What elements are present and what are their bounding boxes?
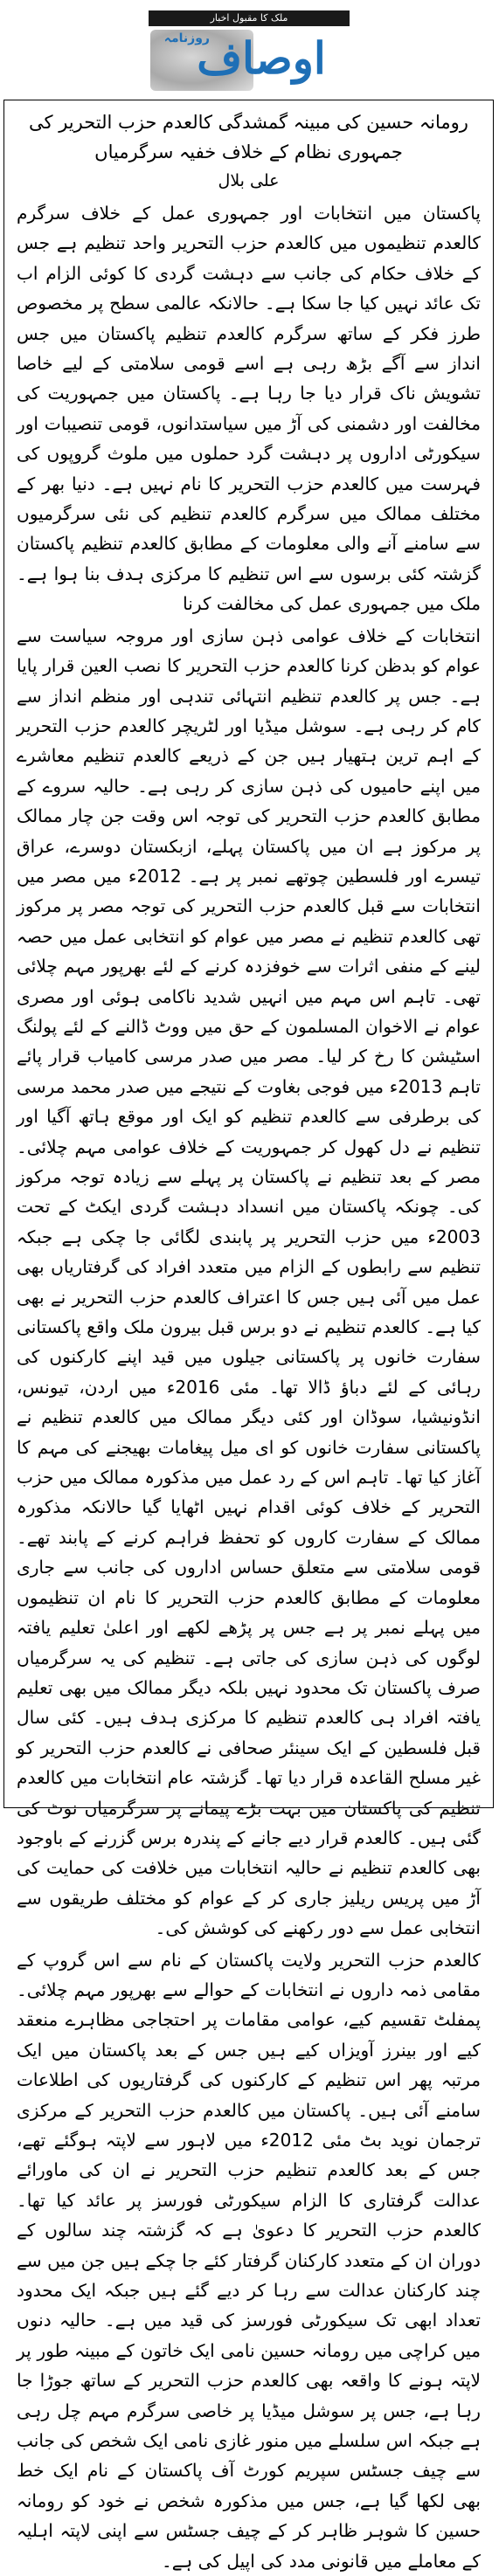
- article-byline: علی بلال: [218, 171, 280, 190]
- masthead-brand-logo: اوصاف: [197, 32, 326, 84]
- article-clipping: [3, 100, 494, 2572]
- masthead-brand-prefix: روزنامہ: [163, 31, 210, 45]
- article-paragraph: انتخابات کے خلاف عوامی ذہن سازی اور مروجہ سیاست سے عوام کو بدظن کرنا کالعدم حزب التحریر کا نصب العین قرار پایا ہے۔ جس پر کالعدم تنظیم انتہائی تندہی اور منظم انداز سے کام کر رہی ہے۔ سوشل میڈیا اور لٹریچر کالعدم حزب التحریر کے اہم ترین ہتھیار ہیں جن کے ذریعے کالعدم تنظیم معاشرے میں اپنے حامیوں کی ذہن سازی کر رہی ہے۔ حالیہ سروے کے مطابق کالعدم حزب التحریر کی توجہ اس وقت جن چار ممالک پر مرکوز ہے ان میں پاکستان پہلے، ازبکستان دوسرے، عراق تیسرے اور فلسطین چوتھے نمبر پر ہے۔ 2012ء میں مصر میں انتخابات سے قبل کالعدم حزب التحریر کی توجہ مصر پر مرکوز تھی کالعدم تنظیم نے مصر میں عوام کو انتخابی عمل میں حصہ لینے کے منفی اثرات سے خوفزدہ کرنے کے لئے بھرپور مہم چلائی تھی۔ تاہم اس مہم میں انہیں شدید ناکامی ہوئی اور مصری عوام نے الاخوان المسلمون کے حق میں ووٹ ڈالنے کے لئے پولنگ اسٹیشن کا رخ کر لیا۔ مصر میں صدر مرسی کامیاب قرار پائے تاہم 2013ء میں فوجی بغاوت کے نتیجے میں صدر محمد مرسی کی برطرفی سے کالعدم تنظیم کو ایک اور موقع ہاتھ آگیا اور تنظیم نے دل کھول کر جمہوریت کے خلاف عوامی مہم چلائی۔ مصر کے بعد تنظیم نے پاکستان پر پہلے سے زیادہ توجہ مرکوز کی۔ چونکہ پاکستان میں انسداد دہشت گردی ایکٹ کے تحت 2003ء میں حزب التحریر پر پابندی لگائی جا چکی ہے جبکہ تنظیم سے رابطوں کے الزام میں متعدد افراد کی گرفتاریاں بھی عمل میں آئی ہیں جس کا اعتراف کالعدم حزب التحریر نے بھی کیا ہے۔ کالعدم تنظیم نے دو برس قبل بیرون ملک واقع پاکستانی سفارت خانوں پر پاکستانی جیلوں میں قید اپنے کارکنوں کی رہائی کے لئے دباؤ ڈالا تھا۔ مئی 2016ء میں اردن، تیونس، انڈونیشیا، سوڈان اور کئی دیگر ممالک میں کالعدم تنظیم نے پاکستانی سفارت خانوں کو ای میل پیغامات بھیجنے کی مہم کا آغاز کیا تھا۔ تاہم اس کے رد عمل میں مذکورہ ممالک میں حزب التحریر کے خلاف کوئی اقدام نہیں اٹھایا گیا حالانکہ مذکورہ ممالک کے سفارت کاروں کو تحفظ فراہم کرنے کے پابند تھے۔ قومی سلامتی سے متعلق حساس اداروں کی جانب سے جاری معلومات کے مطابق کالعدم حزب التحریر کا نام ان تنظیموں میں پہلے نمبر پر ہے جس پر پڑھے لکھے اور اعلیٰ تعلیم یافتہ لوگوں کی ذہن سازی کی جاتی ہے۔ تنظیم کی یہ سرگرمیاں صرف پاکستان تک محدود نہیں بلکہ دیگر ممالک میں بھی تعلیم یافتہ افراد ہی کالعدم تنظیم کا مرکزی ہدف ہیں۔ کئی سال قبل فلسطین کے ایک سینئر صحافی نے کالعدم حزب التحریر کو غیر مسلح القاعدہ قرار دیا تھا۔ گزشتہ عام انتخابات میں کالعدم تنظیم کی پاکستان میں بہت بڑے پیمانے پر سرگرمیاں نوٹ کی گئی ہیں۔ کالعدم قرار دیے جانے کے پندرہ برس گزرنے کے باوجود بھی کالعدم تنظیم نے حالیہ انتخابات میں خلافت کی حمایت کی آڑ میں پریس ریلیز جاری کر کے عوام کو مختلف طریقوں سے انتخابی عمل سے دور رکھنے کی کوشش کی۔: [17, 625, 482, 1939]
- article-paragraph: کالعدم حزب التحریر ولایت پاکستان کے نام سے اس گروپ کے مقامی ذمہ داروں نے انتخابات کے حوالے سے بھرپور مہم چلائی۔ پمفلٹ تقسیم کیے، عوامی مقامات پر احتجاجی مظاہرے منعقد کیے اور بینرز آویزاں کیے ہیں جس کے بعد پاکستان میں ایک مرتبہ پھر اس تنظیم کے کارکنوں کی گرفتاریوں کی اطلاعات سامنے آئی ہیں۔ پاکستان میں کالعدم حزب التحریر کے مرکزی ترجمان نوید بٹ مئی 2012ء میں لاہور سے لاپتہ ہوگئے تھے، جس کے بعد کالعدم تنظیم حزب التحریر نے ان کی ماورائے عدالت گرفتاری کا الزام سیکورٹی فورسز پر عائد کیا تھا۔ کالعدم حزب التحریر کا دعویٰ ہے کہ گزشتہ چند سالوں کے دوران ان کے متعدد کارکنان گرفتار کئے جا چکے ہیں جن میں سے چند کارکنان عدالت سے رہا کر دیے گئے ہیں جبکہ ایک محدود تعداد ابھی تک سیکورٹی فورسز کی قید میں ہے۔ حالیہ دنوں میں کراچی میں رومانہ حسین نامی ایک خاتون کے مبینہ طور پر لاپتہ ہونے کا واقعہ بھی کالعدم حزب التحریر کے ساتھ جوڑا جا رہا ہے، جس پر سوشل میڈیا پر خاصی سرگرم مہم چل رہی ہے جبکہ اس سلسلے میں منور غازی نامی ایک شخص کی جانب سے چیف جسٹس سپریم کورٹ آف پاکستان کے نام ایک خط بھی لکھا گیا ہے، جس میں مذکورہ شخص نے خود کو رومانہ حسین کا شوہر ظاہر کر کے چیف جسٹس سے اپنی لاپتہ اہلیہ کے معاملے میں قانونی مدد کی اپیل کی ہے۔: [17, 1949, 482, 2572]
- newspaper-masthead: [149, 0, 350, 96]
- article-headline: رومانہ حسین کی مبینہ گمشدگی کالعدم حزب التحریر کی جمہوری نظام کے خلاف خفیہ سرگرمیاں: [29, 112, 468, 162]
- masthead-tagline: ملک کا مقبول اخبار: [149, 10, 350, 26]
- article-paragraph: پاکستان میں انتخابات اور جمہوری عمل کے خلاف سرگرم کالعدم تنظیموں میں کالعدم حزب التحریر واحد تنظیم ہے جس کے خلاف حکام کی جانب سے دہشت گردی کا کوئی الزام اب تک عائد نہیں کیا جا سکا ہے۔ حالانکہ عالمی سطح پر مخصوص طرز فکر کے ساتھ سرگرم کالعدم تنظیم پاکستان میں جس انداز سے آگے بڑھ رہی ہے اسے قومی سلامتی کے لیے خاصا تشویش ناک قرار دیا جا رہا ہے۔ پاکستان میں جمہوریت کی مخالفت اور دشمنی کی آڑ میں سیاستدانوں، قومی تنصیبات اور سیکورٹی اداروں پر دہشت گرد حملوں میں ملوث گروپوں کی فہرست میں کالعدم حزب التحریر کا نام نہیں ہے۔ دنیا بھر کے مختلف ممالک میں سرگرم کالعدم تنظیم کی نئی سرگرمیوں سے سامنے آنے والی معلومات کے مطابق کالعدم تنظیم پاکستان گزشتہ کئی برسوں سے اس تنظیم کا مرکزی ہدف بنا ہوا ہے۔ ملک میں جمہوری عمل کی مخالفت کرنا: [17, 203, 481, 615]
